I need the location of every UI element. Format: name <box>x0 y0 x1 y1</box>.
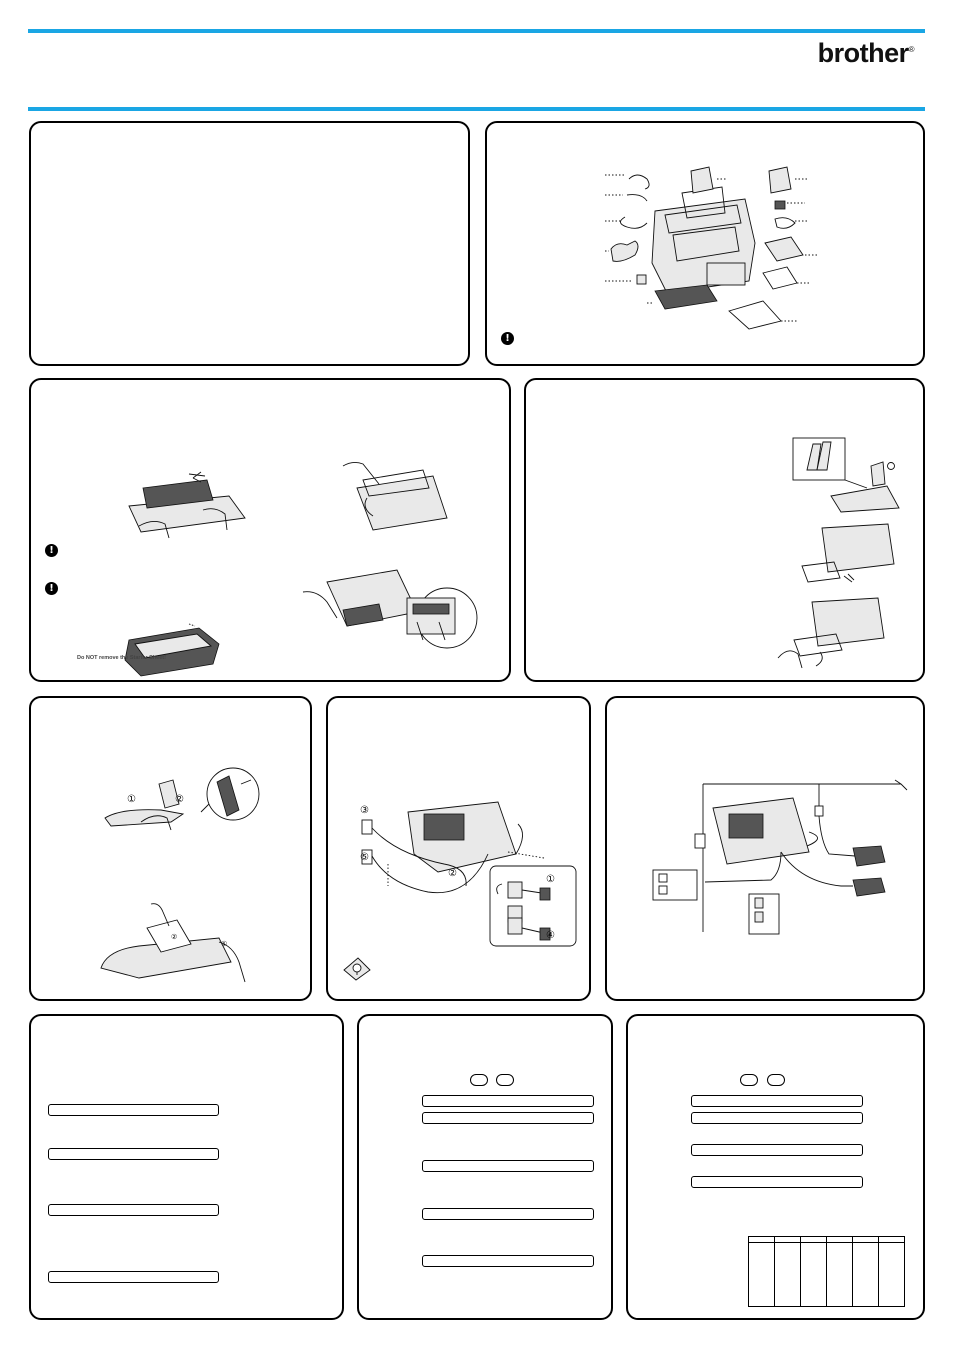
entry-field[interactable] <box>422 1255 594 1267</box>
open-cover-illustration <box>343 458 463 538</box>
entry-field[interactable] <box>48 1271 219 1283</box>
key-button[interactable] <box>496 1074 514 1086</box>
step-label: ⑤ <box>360 852 369 863</box>
unpack-drum-illustration <box>129 466 249 546</box>
key-button[interactable] <box>740 1074 758 1086</box>
panel-install-drum <box>29 378 511 682</box>
settings-table <box>748 1236 905 1307</box>
exclamation-icon: ! <box>45 582 58 595</box>
brother-logo: brother® <box>817 38 914 68</box>
entry-field[interactable] <box>422 1160 594 1172</box>
entry-field[interactable] <box>691 1176 863 1188</box>
external-telephone-illustration <box>631 782 911 942</box>
top-rule <box>28 29 925 33</box>
step-label: ② <box>448 868 457 879</box>
step-label: ② <box>175 794 184 805</box>
exclamation-icon: ! <box>501 332 514 345</box>
starter-sheet-caption: Do NOT remove the Starter Sheet! <box>77 655 166 661</box>
entry-field[interactable] <box>422 1095 594 1107</box>
table-row <box>749 1243 905 1307</box>
panel-external-device <box>605 696 925 1001</box>
panel-setup-keys <box>357 1014 613 1320</box>
step-label: ① <box>546 874 555 885</box>
entry-field[interactable] <box>48 1148 219 1160</box>
exclamation-icon: ! <box>45 544 58 557</box>
step-label: ① <box>127 794 136 805</box>
entry-field[interactable] <box>48 1104 219 1116</box>
panel-intro <box>29 121 470 366</box>
header-bottom-rule <box>28 107 925 111</box>
panel-paper-support <box>524 378 925 682</box>
entry-field[interactable] <box>691 1144 863 1156</box>
insert-drum-illustration <box>297 562 477 672</box>
entry-field[interactable] <box>422 1208 594 1220</box>
output-tray-illustration <box>798 524 898 594</box>
note-icon <box>342 956 372 982</box>
step-label: ① <box>221 941 228 948</box>
panel-load-paper <box>29 696 312 1001</box>
panel-carton-components <box>485 121 925 366</box>
panel-setup-fields <box>29 1014 344 1320</box>
entry-field[interactable] <box>422 1112 594 1124</box>
key-button[interactable] <box>470 1074 488 1086</box>
attach-paper-support-illustration <box>791 436 901 512</box>
insert-paper-illustration <box>99 902 259 992</box>
fax-machine-components-illustration <box>487 123 927 368</box>
extend-tray-illustration <box>776 598 886 674</box>
step-label: ④ <box>546 930 555 941</box>
entry-field[interactable] <box>48 1204 219 1216</box>
rear-connection-illustration <box>348 794 578 964</box>
panel-setup-table <box>626 1014 925 1320</box>
step-label: ③ <box>360 805 369 816</box>
drum-unit-illustration <box>123 620 223 680</box>
step-label: ② <box>171 934 178 941</box>
panel-connect-line <box>326 696 591 1001</box>
entry-field[interactable] <box>691 1095 863 1107</box>
entry-field[interactable] <box>691 1112 863 1124</box>
key-button[interactable] <box>767 1074 785 1086</box>
